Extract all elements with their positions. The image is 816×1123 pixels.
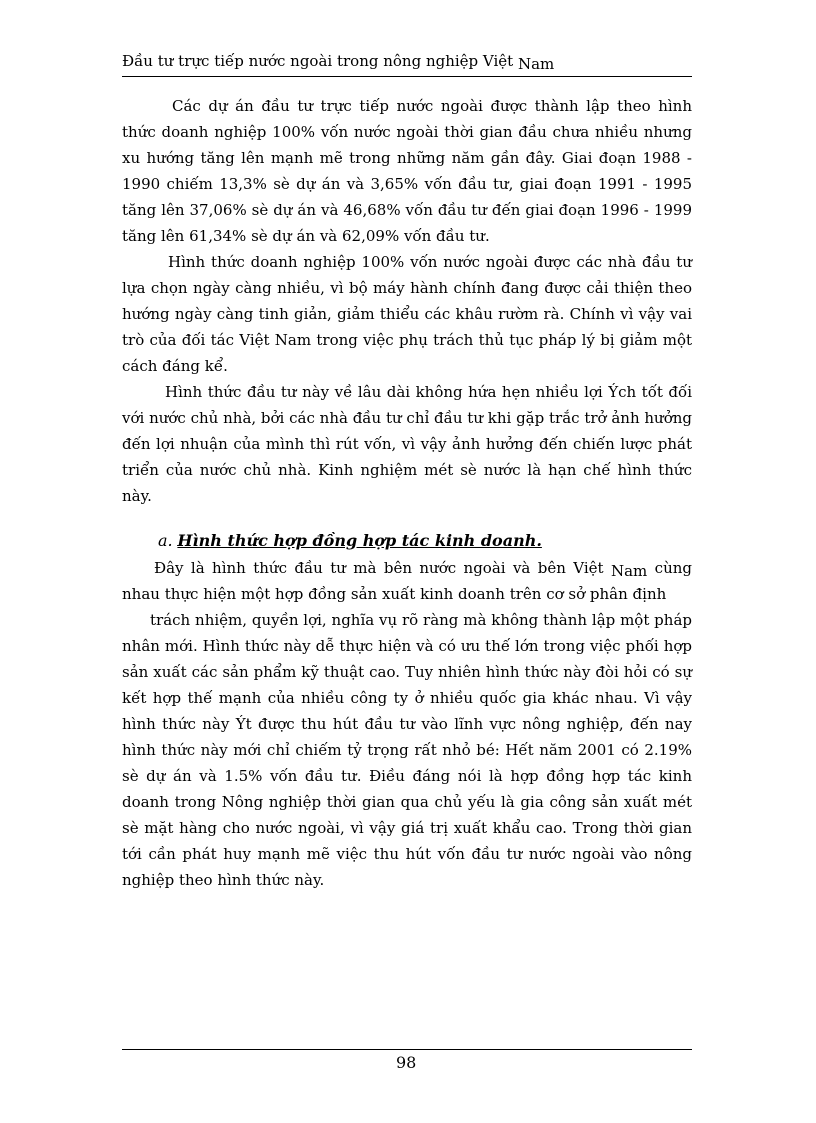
paragraph-4 [122, 555, 692, 893]
header-title-suffix: Nam [517, 55, 555, 73]
paragraph-4-lead: Đây là hình thức đầu tư mà bên nước ngoài và bên Việt [154, 559, 604, 577]
page-number: 98 [396, 1053, 417, 1072]
paragraph-2: Hình thức doanh nghiệp 100% vốn nước ngoài được các nhà đầu tư lựa chọn ngày càng nhiều, vì bộ máy hành chính đang được cải thiện theo hướng ngày càng tinh giản, giảm thiểu các khâu rườm rà. Chính vì vậy vai trò của đối tác Việt Nam trong việc phụ trách thủ tục pháp lý bị giảm một cách đáng kể. [122, 253, 692, 375]
header-title: Đầu tư trực tiếp nước ngoài trong nông nghiệp Việt [122, 52, 514, 70]
section-title: Hình thức hợp đồng hợp tác kinh doanh. [177, 531, 542, 550]
section-letter: a. [158, 531, 173, 550]
paragraph-3: Hình thức đầu tư này về lâu dài không hứa hẹn nhiều lợi Ých tốt đối với nước chủ nhà, bởi các nhà đầu tư chỉ đầu tư khi gặp trắc trở ảnh hưởng đến lợi nhuận của mình thì rút vốn, vì vậy ảnh hưởng đến chiến lược phát triển của nước chủ nhà. Kinh nghiệm mét sè nước là hạn chế hình thức này. [122, 383, 692, 505]
page-header [122, 52, 692, 77]
header-title-line [122, 52, 555, 73]
document-body [122, 93, 692, 893]
paragraph-4-after: cùng nhau thực hiện một hợp đồng sản xuất kinh doanh trên cơ sở phân định [122, 559, 692, 603]
paragraph-1: Các dự án đầu tư trực tiếp nước ngoài được thành lập theo hình thức doanh nghiệp 100% vốn nước ngoài thời gian đầu chưa nhiều nhưng xu hướng tăng lên mạnh mẽ trong những năm gần đây. Giai đoạn 1988 - 1990 chiếm 13,3% sè dự án và 3,65% vốn đầu tư, giai đoạn 1991 - 1995 tăng lên 37,06% sè dự án và 46,68% vốn đầu tư đến giai đoạn 1996 - 1999 tăng lên 61,34% sè dự án và 62,09% vốn đầu tư. [122, 97, 692, 245]
footer-divider [122, 1049, 692, 1050]
paragraph-4-body: trách nhiệm, quyền lợi, nghĩa vụ rõ ràng mà không thành lập một pháp nhân mới. Hình thức này dễ thực hiện và có ưu thế lớn trong việc phối hợp sản xuất các sản phẩm kỹ thuật cao. Tuy nhiên hình thức này đòi hỏi có sự kết hợp thế mạnh của nhiều công ty ở nhiều quốc gia khác nhau. Vì vậy hình thức này Ýt được thu hút đầu tư vào lĩnh vực nông nghiệp, đến nay hình thức này mới chỉ chiếm tỷ trọng rất nhỏ bé: Hết năm 2001 có 2.19% sè dự án và 1.5% vốn đầu tư. Điều đáng nói là hợp đồng hợp tác kinh doanh trong Nông nghiệp thời gian qua chủ yếu là gia công sản xuất mét sè mặt hàng cho nước ngoài, vì vậy giá trị xuất khẩu cao. Trong thời gian tới cần phát huy mạnh mẽ việc thu hút vốn đầu tư nước ngoài vào nông nghiệp theo hình thức này. [122, 611, 692, 889]
paragraph-4-nam: Nam [610, 562, 648, 580]
section-heading [158, 527, 692, 555]
